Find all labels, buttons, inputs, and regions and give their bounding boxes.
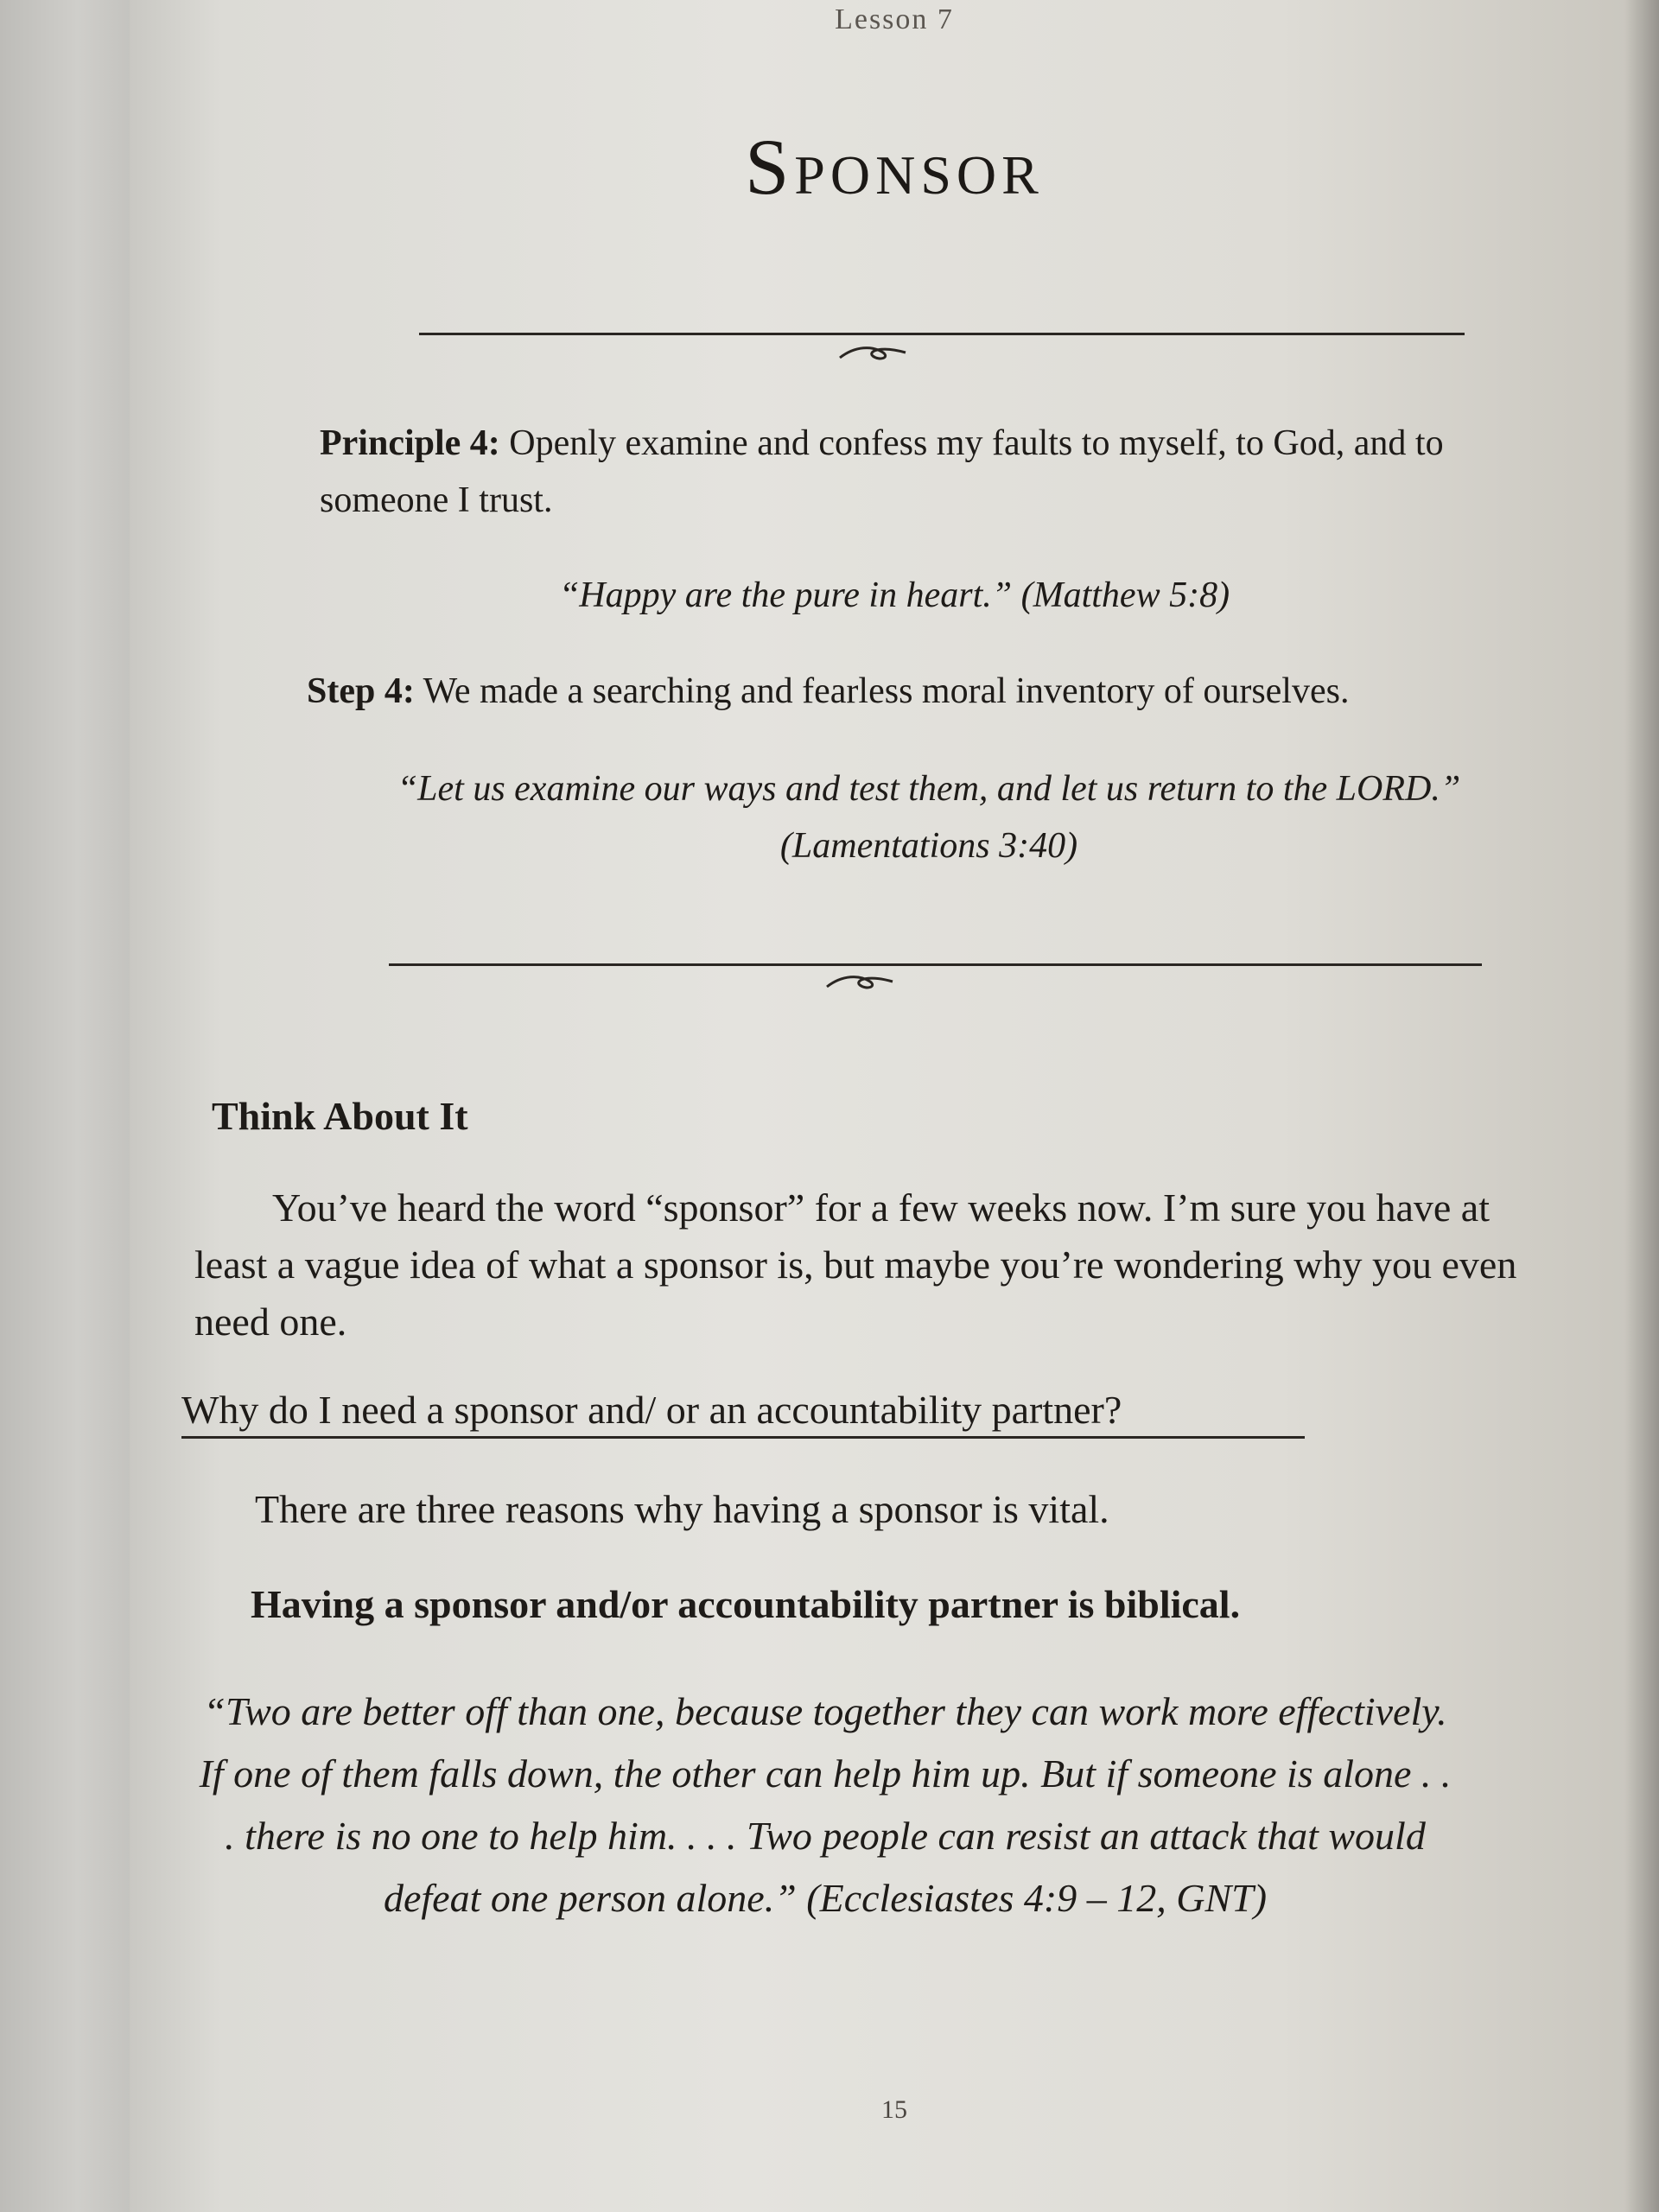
section-heading: Think About It [212,1094,468,1138]
intro-paragraph: You’ve heard the word “sponsor” for a few weeks now. I’m sure you have at least a vague idea of what a sponsor is, but maybe you’re wondering why you even need one. [194,1185,1517,1344]
running-header: Lesson 7 [835,3,954,35]
step-statement [307,665,1603,717]
swash-ornament-icon-2 [825,971,894,992]
page-edge-shadow [1624,0,1659,2212]
page-number: 15 [881,2095,907,2124]
step-scripture: “Let us examine our ways and test them, and let us return to the LORD.” (Lamentations 3:40) [397,769,1461,866]
ornamental-divider [419,333,1465,335]
page-title: Sponsor [745,123,1044,211]
step-text: We made a searching and fearless moral inventory of ourselves. [414,671,1350,711]
step-label: Step 4: [307,671,415,711]
ornamental-divider-2 [389,963,1482,966]
question-heading: Why do I need a sponsor and/ or an accountability partner? [181,1387,1305,1439]
principle-label: Principle 4: [320,423,500,463]
reasons-line: There are three reasons why having a sponsor is vital. [255,1487,1109,1531]
reason-heading: Having a sponsor and/or accountability partner is biblical. [251,1582,1241,1626]
principle-statement [320,415,1573,529]
swash-ornament-icon [838,342,907,363]
ecclesiastes-scripture: “Two are better off than one, because together they can work more effectively. If one of them falls down, the other can help him up. But if someone is alone . . . there is no one to help him. . . . Two people can resist an attack that would defeat one person alone.” (Ecclesiastes 4:9 – 12, GNT) [199,1689,1452,1920]
book-page [130,0,1659,2212]
principle-text: Openly examine and confess my faults to myself, to God, and to someone I trust. [320,423,1444,520]
principle-scripture: “Happy are the pure in heart.” (Matthew 5:8) [558,575,1230,615]
